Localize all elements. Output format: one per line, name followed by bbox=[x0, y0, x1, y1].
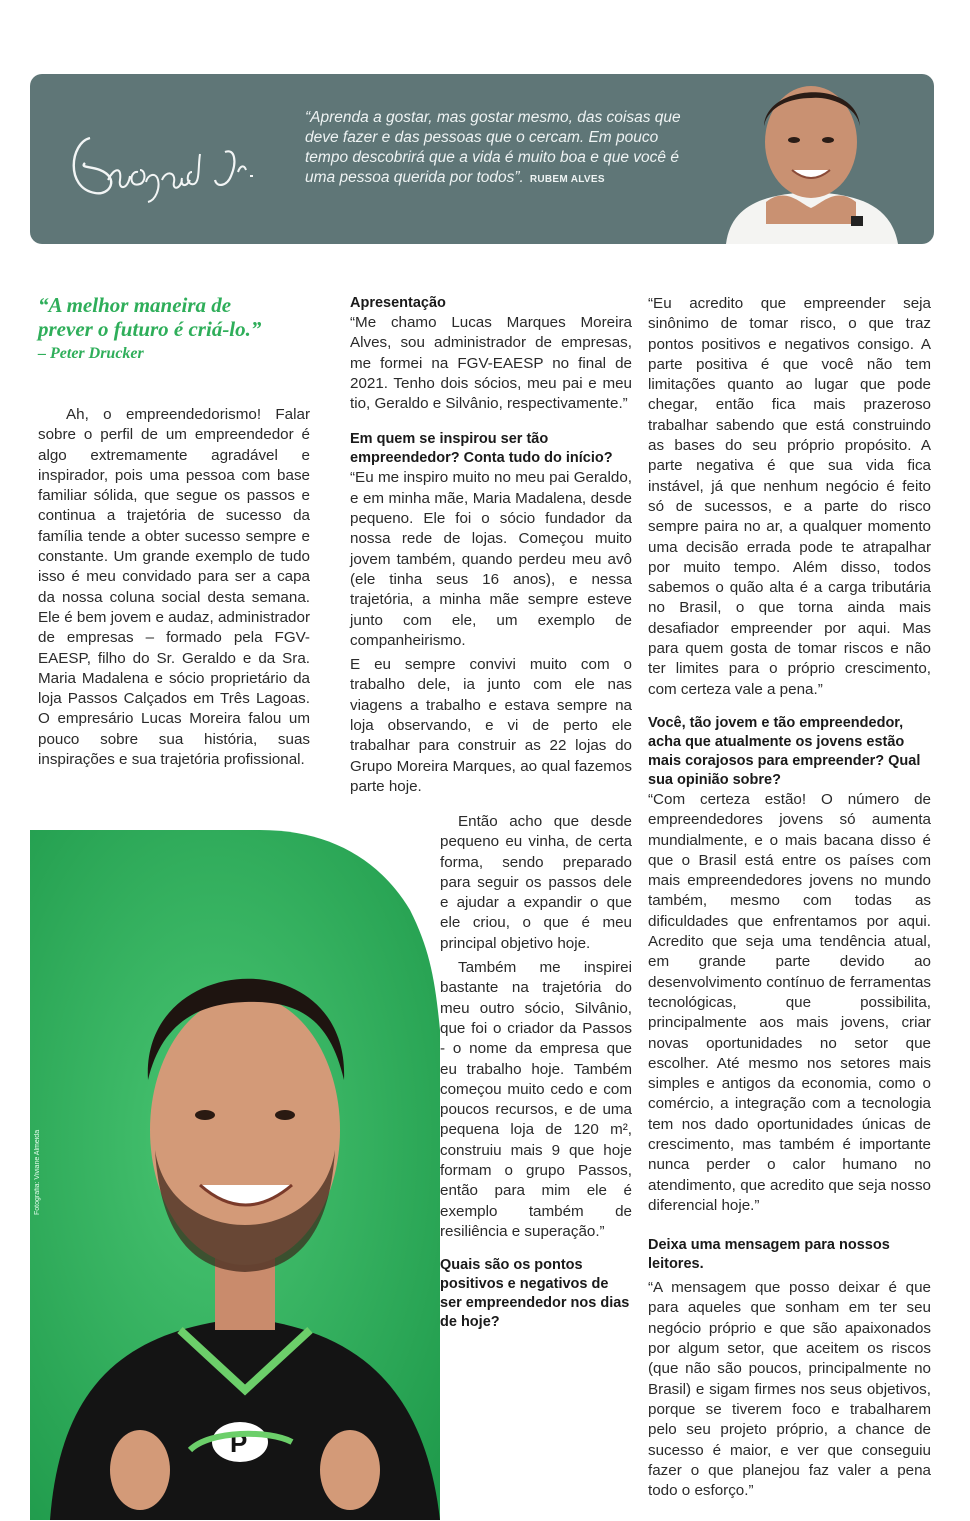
section-title-inspiracao: Em quem se inspirou ser tão empreendedor? Conta tudo do início? bbox=[350, 431, 613, 467]
columnist-photo bbox=[706, 74, 916, 244]
interviewee-photo bbox=[30, 830, 465, 1520]
column-3 bbox=[648, 294, 931, 1501]
columnist-portrait-image bbox=[706, 74, 916, 244]
section-paragraph: “A mensagem que posso deixar é que para aqueles que sonham em ter seu negócio próprio e que são apaixonados por algum setor, que aceitem os riscos (que não são poucos, principalmente no Brasil) e sigam firmes nos seus objetivos, porque se tiverem foco e trabalharem pelo seu projeto próprio, a chance de sucesso é maior, e ver que conseguiu fazer o que planejou faz valer a pena todo o esforço.” bbox=[648, 1279, 931, 1500]
intro-paragraph: Ah, o empreendedorismo! Falar sobre o perfil de um empreendedor é algo extremamente agradável e inspirador, pois uma pessoa com base familiar sólida, que segue os passos e continua a trajetória de sucesso da família tende a obter sucesso sempre e constante. Um grande exemplo de tudo isso é meu convidado para ser a capa da nossa coluna social desta semana. Ele é bem jovem e audaz, administrador de empresas – formado pela FGV-EAESP, filho do Sr. Geraldo e da Sra. Maria Madalena e sócio proprietário da loja Passos Calçados em Três Lagoas. O empresário Lucas Moreira falou um pouco sobre sua história, suas inspirações e sua trajetória profissional. bbox=[38, 406, 310, 769]
column-2 bbox=[350, 294, 632, 797]
column-header-banner bbox=[30, 74, 934, 244]
photo-credit: Fotografia: Viviane Almeida bbox=[34, 1129, 41, 1215]
signature-graphic bbox=[50, 108, 300, 218]
section-paragraph: “Me chamo Lucas Marques Moreira Alves, sou administrador de empresas, me formei na FGV-EAESP no final de 2021. Tenho dois sócios, meu pai e meu tio, Geraldo e Silvânio, respectivamente.” bbox=[350, 314, 632, 413]
section-title-apresentacao: Apresentação bbox=[350, 295, 446, 311]
edgard-jr-signature-logo bbox=[50, 108, 300, 218]
intro-column bbox=[38, 405, 310, 770]
section-title-pontos: Quais são os pontos positivos e negativos de ser empreendedor nos dias de hoje? bbox=[440, 1257, 630, 1331]
column-2-continued bbox=[440, 812, 632, 1332]
section-paragraph: E eu sempre convivi muito com o trabalho dele, ia junto com ele nas viagens a trabalho e estava sempre na loja observando, e vi de perto ele trabalhar para construir as 22 lojas do Grupo Moreira Marques, ao qual fazemos parte hoje. bbox=[350, 656, 632, 795]
pull-quote bbox=[38, 293, 288, 366]
header-quote-author: RUBEM ALVES bbox=[529, 174, 605, 185]
section-paragraph: Também me inspirei bastante na trajetória do meu outro sócio, Silvânio, que foi o criador da Passos - o nome da empresa que eu trabalho hoje. Também começou muito cedo e com poucos recursos, e de uma pequena loja de 120 m², construiu mais 9 que hoje formam o grupo Passos, então para mim ele é exemplo também de resiliência e superação.” bbox=[440, 959, 632, 1240]
section-paragraph: “Eu me inspiro muito no meu pai Geraldo, e em minha mãe, Maria Madalena, desde pequeno. Ele foi o sócio fundador da nossa rede de lojas. Começou muito jovem também, quando perdeu meu avô (ele tinha seus 16 anos), e nessa trajetória, a minha mãe sempre esteve junto com ele, um exemplo de companheirismo. bbox=[350, 469, 632, 649]
section-title-mensagem: Deixa uma mensagem para nossos leitores. bbox=[648, 1237, 890, 1273]
section-paragraph: Então acho que desde pequeno eu vinha, de certa forma, sendo preparado para seguir os passos dele e ajudar a expandir o que ele criou, o que é meu principal objetivo hoje. bbox=[440, 813, 632, 952]
section-paragraph: “Com certeza estão! O número de empreendedores jovens só aumenta mundialmente, e o mais bacana disso é que o Brasil está entre os países com mais empreendedores jovens no mundo também, mesmo com todas as dificuldades que enfrentamos por aqui. Acredito que seja uma tendência atual, em grande parte devido ao desenvolvimento contínuo de ferramentas tecnológicas, que possibilita, principalmente aos mais jovens, criar novas oportunidades no setor que escolher. Até mesmo nos setores mais simples e antigos da economia, como o comércio, a integração com a tecnologia tem nos dado oportunidades únicas de crescimento, mas também é importante nunca perder o calor humano no atendimento, que acredito que seja nosso diferencial hoje.” bbox=[648, 790, 931, 1214]
section-title-jovens: Você, tão jovem e tão empreendedor, acha que atualmente os jovens estão mais corajosos para empreender? Qual sua opinião sobre? bbox=[648, 714, 921, 788]
interviewee-portrait-image bbox=[30, 830, 465, 1520]
pull-quote-text: “A melhor maneira de prever o futuro é criá-lo.” bbox=[38, 293, 262, 341]
header-quote-text: “Aprenda a gostar, mas gostar mesmo, das coisas que deve fazer e das pessoas que o cercam. Em pouco tempo descobrirá que a vida é muito boa e que você é uma pessoa querida por todos”. bbox=[305, 109, 681, 186]
section-paragraph: “Eu acredito que empreender seja sinônimo de tomar risco, o que traz pontos positivos e negativos consigo. A parte positiva é que você não tem limitações quanto ao lugar que pode chegar, então fica mais prazeroso trabalhar sabendo que está construindo as bases do seu próprio propósito. A parte negativa é que sua vida fica instável, já que nenhum negócio é feito só de sucessos, e a parte do risco sempre paira no ar, a qualquer momento uma decisão errada pode te atrapalhar por muito tempo. Além disso, todos sabemos o quão alta é a carga tributária no Brasil, o que torna ainda mais desafiador empreender por aqui. Mas para quem gosta de tomar riscos e não ter limites para o próprio crescimento, com certeza vale a pena.” bbox=[648, 295, 931, 698]
pull-quote-author: – Peter Drucker bbox=[38, 345, 144, 362]
header-quote bbox=[305, 108, 705, 190]
svg-text:P: P bbox=[230, 1428, 248, 1458]
